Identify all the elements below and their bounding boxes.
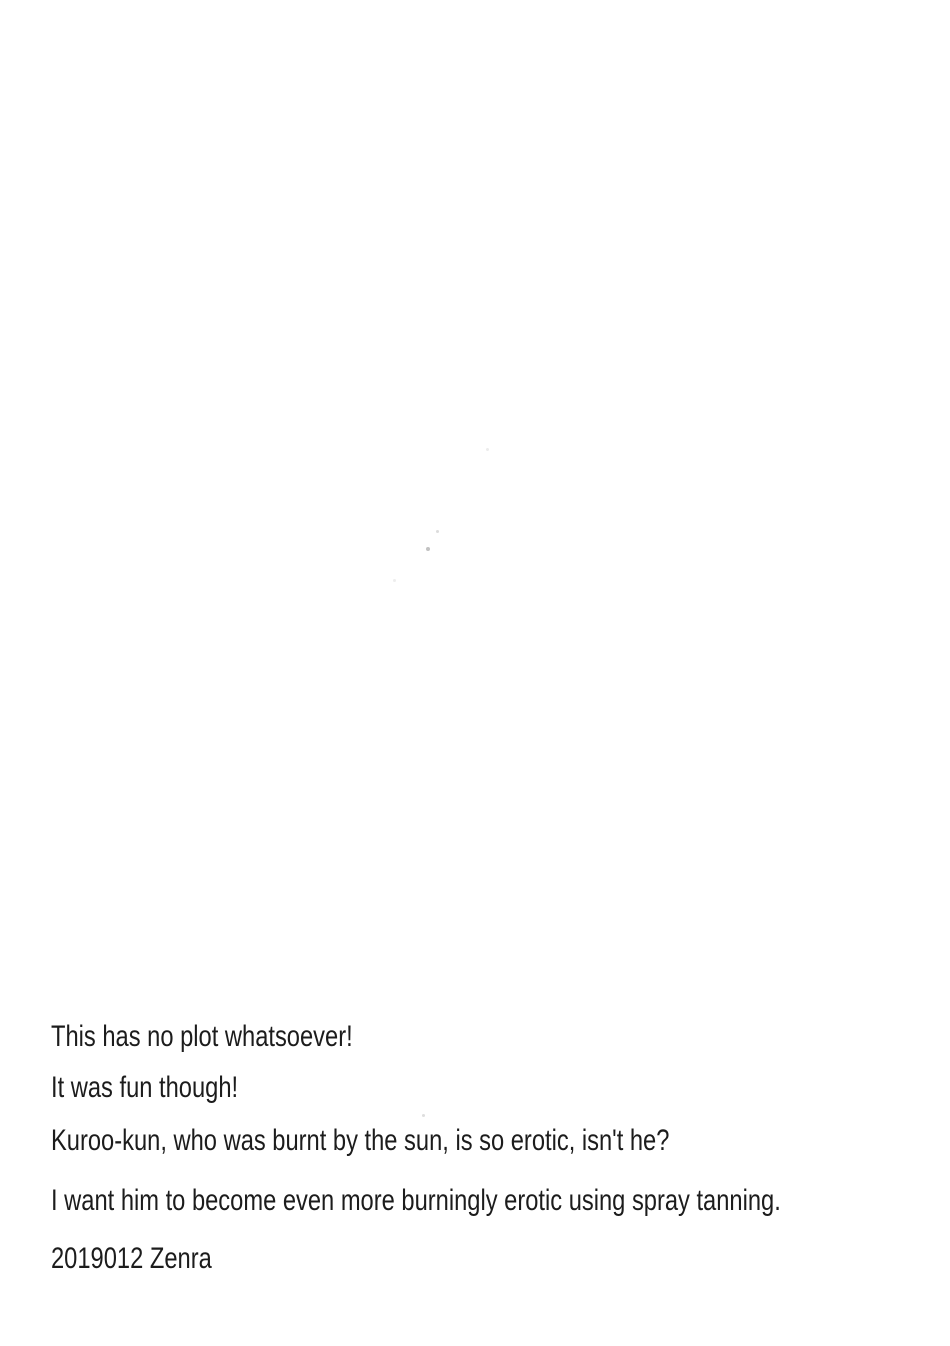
scan-speck [486,448,489,451]
scan-speck [436,530,439,533]
afterword-line-2: It was fun though! [51,1071,239,1104]
afterword-line-3: Kuroo-kun, who was burnt by the sun, is so erotic, isn't he? [51,1124,670,1157]
scan-speck [393,579,396,582]
afterword-line-1: This has no plot whatsoever! [51,1020,353,1053]
afterword-line-4: I want him to become even more burningly erotic using spray tanning. [51,1184,781,1217]
scan-speck [422,1114,425,1117]
afterword-credit-line: 2019012 Zenra [51,1242,212,1275]
scan-speck [426,547,430,551]
